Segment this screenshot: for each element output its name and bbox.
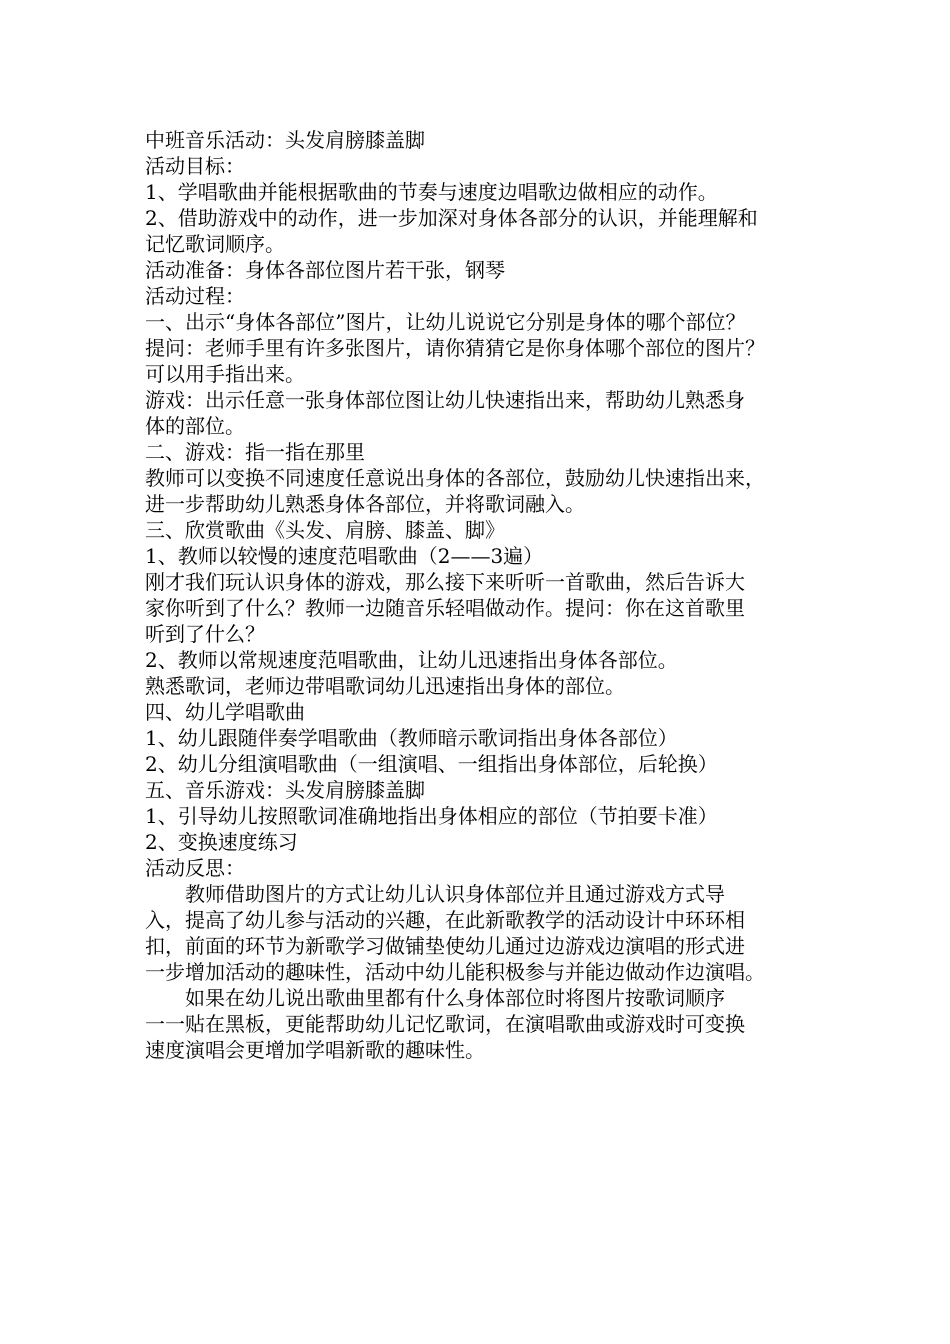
reflection-p2-line-3: 速度演唱会更增加学唱新歌的趣味性。: [145, 1038, 485, 1062]
step3-item-2-line-1: 熟悉歌词，老师边带唱歌词幼儿迅速指出身体的部位。: [145, 674, 625, 698]
step1-line-5: 体的部位。: [145, 414, 245, 438]
step3-heading: 三、欣赏歌曲《头发、肩膀、膝盖、脚》: [145, 518, 505, 542]
step4-heading: 四、幼儿学唱歌曲: [145, 700, 305, 724]
goals-heading: 活动目标：: [145, 154, 245, 178]
preparation: 活动准备：身体各部位图片若干张，钢琴: [145, 258, 505, 282]
step1-line-2: 提问：老师手里有许多张图片，请你猜猜它是你身体哪个部位的图片？: [145, 336, 765, 360]
reflection-p1-line-3: 扣，前面的环节为新歌学习做铺垫使幼儿通过边游戏边演唱的形式进: [145, 934, 745, 958]
step5-item-2: 2、变换速度练习: [145, 830, 298, 854]
process-heading: 活动过程：: [145, 284, 245, 308]
step1-line-1: 一、出示“身体各部位”图片，让幼儿说说它分别是身体的哪个部位？: [145, 310, 746, 334]
goal-1: 1、学唱歌曲并能根据歌曲的节奏与速度边唱歌边做相应的动作。: [145, 180, 718, 204]
reflection-p1-line-2: 入，提高了幼儿参与活动的兴趣，在此新歌教学的活动设计中环环相: [145, 908, 745, 932]
step3-item-1-line-2: 家你听到了什么？教师一边随音乐轻唱做动作。提问：你在这首歌里: [145, 596, 745, 620]
step5-item-1: 1、引导幼儿按照歌词准确地指出身体相应的部位（节拍要卡准）: [145, 804, 718, 828]
step5-heading: 五、音乐游戏：头发肩膀膝盖脚: [145, 778, 425, 802]
reflection-p1-line-4: 一步增加活动的趣味性，活动中幼儿能积极参与并能边做动作边演唱。: [145, 960, 765, 984]
step4-item-2: 2、幼儿分组演唱歌曲（一组演唱、一组指出身体部位，后轮换）: [145, 752, 718, 776]
reflection-p2-line-1: 如果在幼儿说出歌曲里都有什么身体部位时将图片按歌词顺序: [185, 986, 725, 1010]
reflection-p1-line-1: 教师借助图片的方式让幼儿认识身体部位并且通过游戏方式导: [185, 882, 725, 906]
reflection-heading: 活动反思：: [145, 856, 245, 880]
goal-2-line-2: 记忆歌词顺序。: [145, 232, 285, 256]
document-body: [145, 127, 835, 1063]
reflection-p2-line-2: 一一贴在黑板，更能帮助幼儿记忆歌词，在演唱歌曲或游戏时可变换: [145, 1012, 745, 1036]
goal-2-line-1: 2、借助游戏中的动作，进一步加深对身体各部分的认识，并能理解和: [145, 206, 758, 230]
step1-line-3: 可以用手指出来。: [145, 362, 305, 386]
step3-item-1-line-1: 刚才我们玩认识身体的游戏，那么接下来听听一首歌曲，然后告诉大: [145, 570, 745, 594]
step2-line-1: 教师可以变换不同速度任意说出身体的各部位，鼓励幼儿快速指出来，: [145, 466, 765, 490]
step3-item-1: 1、教师以较慢的速度范唱歌曲（2——3遍）: [145, 544, 544, 568]
step1-line-4: 游戏：出示任意一张身体部位图让幼儿快速指出来，帮助幼儿熟悉身: [145, 388, 745, 412]
step2-heading: 二、游戏：指一指在那里: [145, 440, 365, 464]
step4-item-1: 1、幼儿跟随伴奏学唱歌曲（教师暗示歌词指出身体各部位）: [145, 726, 678, 750]
step2-line-2: 进一步帮助幼儿熟悉身体各部位，并将歌词融入。: [145, 492, 585, 516]
step3-item-2: 2、教师以常规速度范唱歌曲，让幼儿迅速指出身体各部位。: [145, 648, 678, 672]
step3-item-1-line-3: 听到了什么？: [145, 622, 265, 646]
document-title: 中班音乐活动：头发肩膀膝盖脚: [145, 128, 425, 152]
